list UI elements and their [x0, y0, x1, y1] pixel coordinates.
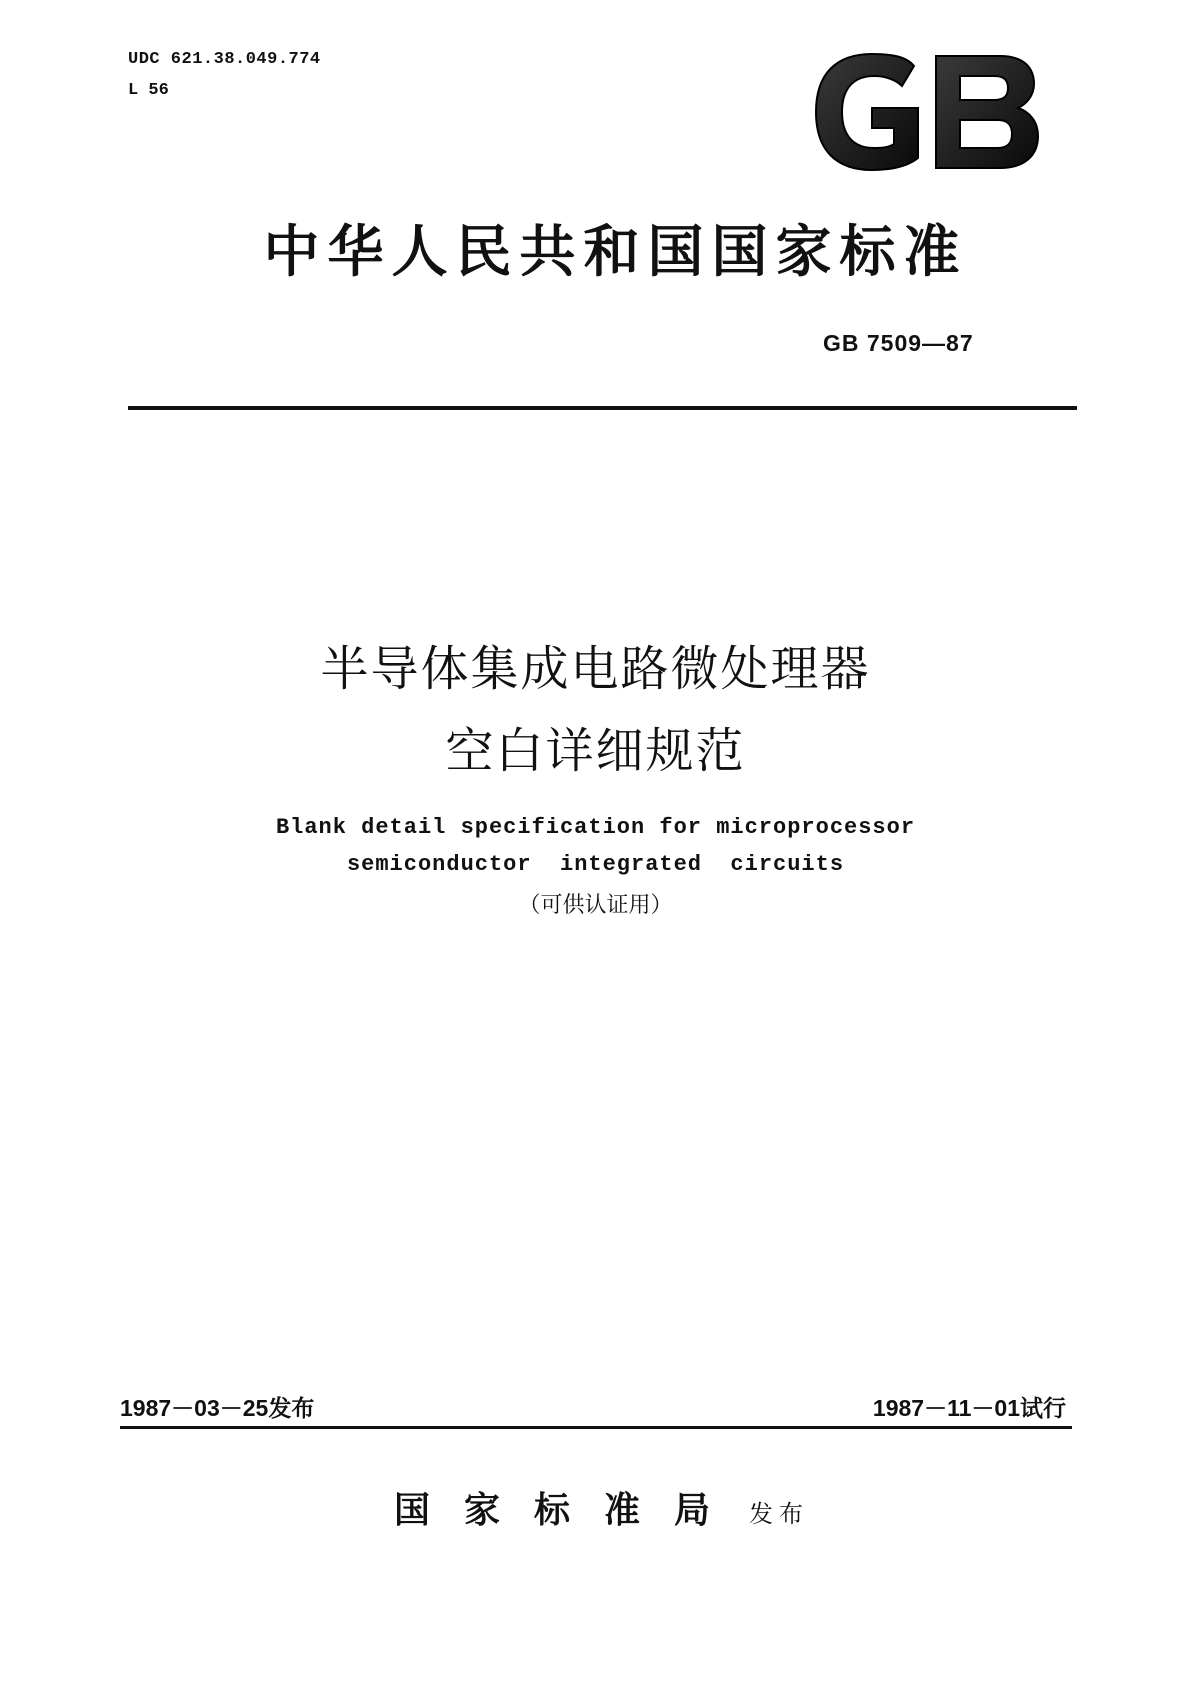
footer-rule	[120, 1426, 1072, 1429]
issuer-name: 国家标准局	[393, 1489, 744, 1531]
title-en-line1: Blank detail specification for microprocessor	[275, 815, 916, 840]
title-cn-line2: 空白详细规范	[445, 723, 746, 779]
standard-number: GB 7509—87	[823, 330, 974, 356]
usage-note: （可供认证用）	[518, 893, 673, 918]
title-cn-line1: 半导体集成电路微处理器	[320, 641, 871, 697]
title-en-line2: semiconductor integrated circuits	[346, 852, 845, 877]
header-rule	[128, 406, 1077, 410]
gb-logo	[810, 52, 1040, 172]
classification-code: L 56	[128, 81, 169, 100]
national-standard-heading: 中华人民共和国国家标准	[263, 219, 968, 285]
issue-date: 1987－03－25发布	[120, 1395, 315, 1421]
svg-text:GB: GB	[810, 52, 812, 53]
issuer-action: 发布	[749, 1500, 810, 1528]
issuer	[0, 1482, 1191, 1533]
effective-date: 1987－11－01试行	[872, 1395, 1066, 1421]
udc-code: UDC 621.38.049.774	[128, 50, 321, 69]
